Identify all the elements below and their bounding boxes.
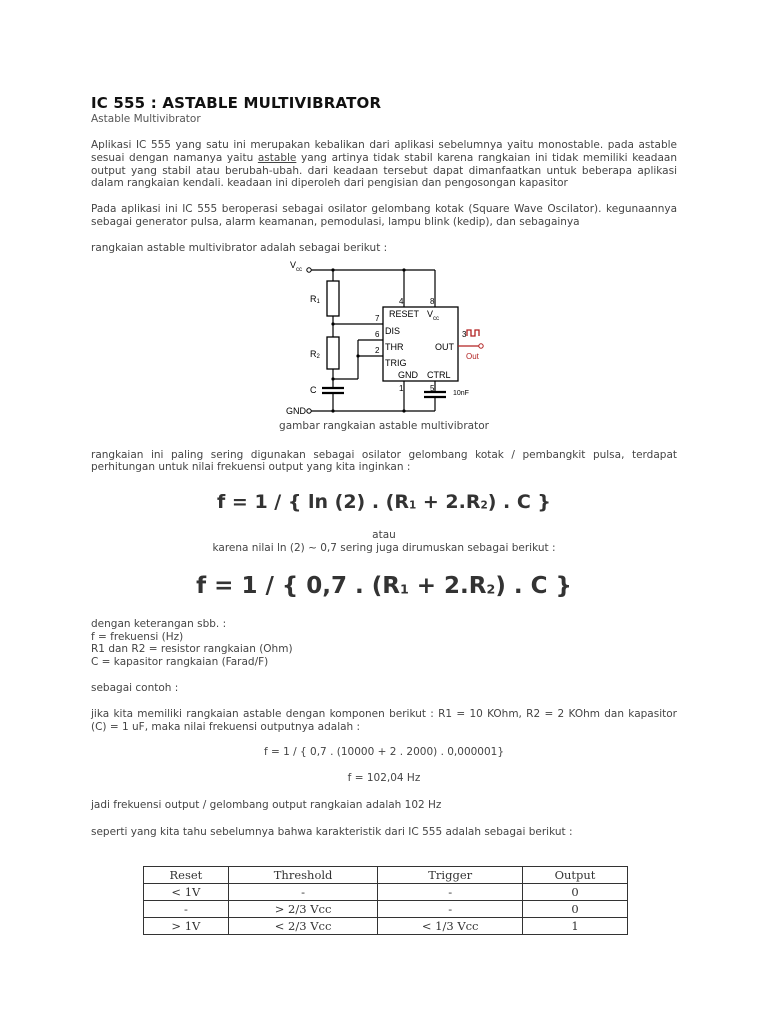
intro-text-b: yang artinya tidak stabil karena rangkaian ini tidak memiliki keadaan output yang stabil atau berubah-ubah. dari keadaan tersebut dapat dimanfaatkan untuk beberapa aplikasi dalam rangkaian kendali. keadaan ini diperoleh dari pengisian dan pengosongan kapasitor [91,151,677,190]
reset-pin-label: RESET [389,308,420,319]
calculation-step: f = 1 / { 0,7 . (10000 + 2 . 2000) . 0,000001} [263,746,505,759]
pin2-label: 2 [375,345,380,355]
pin4-label: 4 [399,296,404,306]
table-cell: - [378,901,523,918]
result-text: jadi frekuensi output / gelombang output rangkaian adalah 102 Hz [91,798,442,811]
thr-pin-label: THR [385,341,404,352]
formula-legend [91,618,677,669]
dis-pin-label: DIS [385,325,401,336]
table-cell: < 2/3 Vcc [228,918,378,935]
article [91,94,677,839]
table-cell: - [144,901,229,918]
intro-paragraph [91,139,677,190]
vcc-label: $V_{cc}$ [290,260,303,273]
astable-link[interactable]: astable [257,151,297,164]
oscillator-paragraph: Pada aplikasi ini IC 555 beroperasi sebagai osilator gelombang kotak (Square Wave Oscilator). kegunaannya sebagai generator pulsa, alarm keamanan, pemodulasi, lampu blink (kedip), dan sebagainya [91,203,677,228]
table-row [144,884,628,901]
atau-text: atau [372,529,396,542]
characteristics-table [143,866,628,935]
table-cell: - [228,884,378,901]
pin1-label: 1 [399,383,404,393]
ctrl-pin-label: CTRL [427,369,451,380]
r1-resistor [327,281,339,316]
table-cell: 0 [523,884,628,901]
legend-r: R1 dan R2 = resistor rangkaian (Ohm) [91,643,293,656]
r2-label: R2 [310,348,320,360]
r1-label: R1 [310,293,320,305]
atau-note: karena nilai ln (2) ~ 0,7 sering juga dirumuskan sebagai berikut : [212,541,556,554]
intro-text-a: Aplikasi IC 555 yang satu ini merupakan kebalikan dari aplikasi sebelumnya yaitu monostable. pada astable sesuai dengan namanya yaitu [91,139,677,164]
pin8-label: 8 [430,296,435,306]
table-header: Trigger [378,867,523,884]
circuit-figure [91,259,677,437]
cap-value-label: 10nF [453,389,469,397]
frequency-intro: rangkaian ini paling sering digunakan sebagai osilator gelombang kotak / pembangkit pulsa, terdapat perhitungan untuk nilai frekuensi output yang kita inginkan : [91,448,677,474]
r2-resistor [327,337,339,369]
table-cell: 0 [523,901,628,918]
table-cell: > 2/3 Vcc [228,901,378,918]
table-cell: > 1V [144,918,229,935]
table-row [144,918,628,935]
legend-title: dengan keterangan sbb. : [91,617,227,630]
example-heading: sebagai contoh : [91,681,179,694]
out-pin-label: OUT [435,341,454,352]
pin6-label: 6 [375,329,380,339]
formula-ln2: f = 1 / { ln (2) . $(R_1 + 2.R_2)$ . C } [217,491,551,514]
table-cell: < 1/3 Vcc [378,918,523,935]
formula-approx: f = 1 / { 0,7 . $(R_1 + 2.R_2)$ . C } [196,572,572,599]
circuit-intro: rangkaian astable multivibrator adalah sebagai berikut : [91,241,388,254]
pin7-label: 7 [375,313,380,323]
table-header: Output [523,867,628,884]
c-label: C [310,384,317,395]
table-header: Reset [144,867,229,884]
table-cell: < 1V [144,884,229,901]
trig-pin-label: TRIG [385,357,407,368]
figure-caption: gambar rangkaian astable multivibrator [279,419,489,432]
table-header-row [144,867,628,884]
pin5-label: 5 [430,383,435,393]
legend-f: f = frekuensi (Hz) [91,630,184,643]
calculation-result: f = 102,04 Hz [347,772,421,785]
page-title: IC 555 : ASTABLE MULTIVIBRATOR [91,94,382,112]
ic-vcc-label: $V_{cc}$ [427,308,440,322]
astable-circuit-diagram [286,261,486,421]
gnd-pin-label: GND [398,369,418,380]
square-wave-icon [467,330,479,336]
page-subtitle: Astable Multivibrator [91,113,201,125]
out-terminal-label: Out [466,351,479,361]
table-header: Threshold [228,867,378,884]
example-text: jika kita memiliki rangkaian astable dengan komponen berikut : R1 = 10 KOhm, R2 = 2 KOhm dan kapasitor (C) = 1 uF, maka nilai frekuensi outputnya adalah : [91,707,677,733]
table-cell: 1 [523,918,628,935]
pin3-label: 3 [462,329,467,339]
table-row [144,901,628,918]
legend-c: C = kapasitor rangkaian (Farad/F) [91,656,269,669]
table-cell: - [378,884,523,901]
table-intro: seperti yang kita tahu sebelumnya bahwa karakteristik dari IC 555 adalah sebagai berikut : [91,825,573,838]
gnd-label: GND [286,405,306,416]
